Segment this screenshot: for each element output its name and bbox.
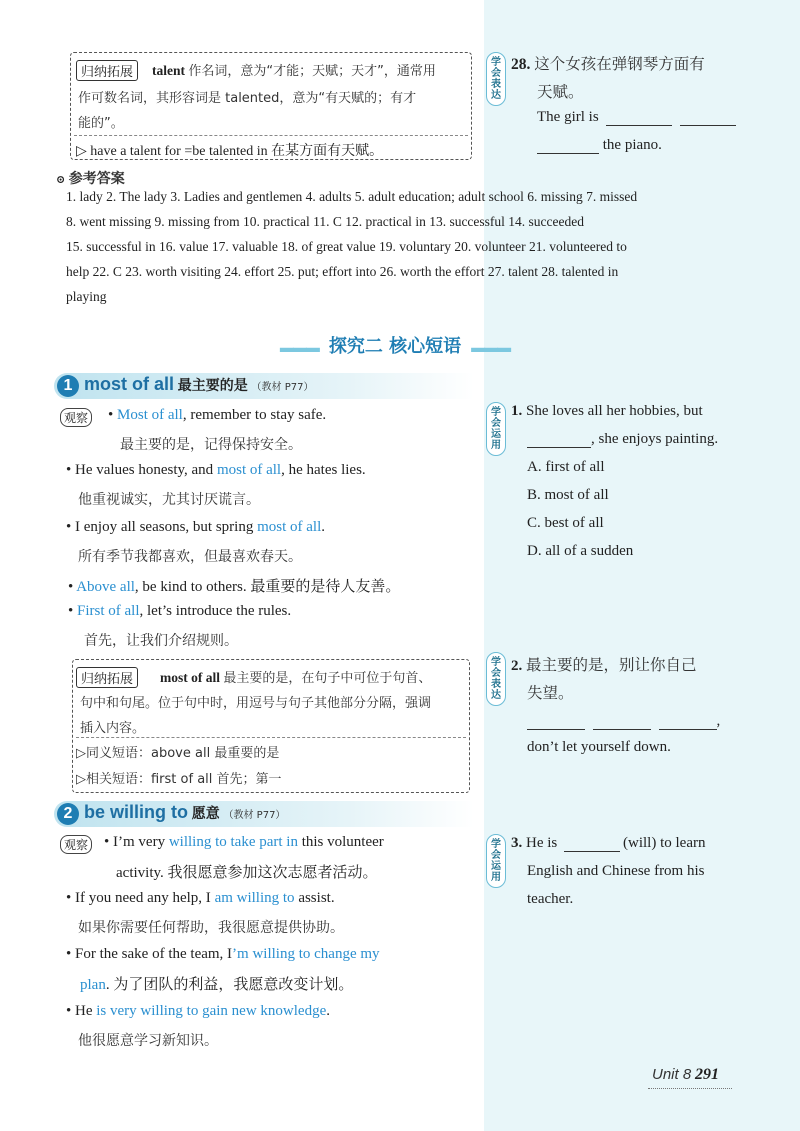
q2-line-2: 失望。 <box>527 684 574 702</box>
q2-blank-2[interactable] <box>593 716 651 730</box>
tip-line-2: 作可数名词，其形容词是 talented，意为“有天赋的；有才 <box>78 91 417 106</box>
answers-row-4: help 22. C 23. worth visiting 24. effort 25. put; effort into 26. worth the effort 27. talent 28. talented in <box>66 264 619 279</box>
q1-option-c[interactable]: C. best of all <box>527 515 604 531</box>
phrase2-ex1: • I’m very willing to take part in this volunteer <box>104 834 384 850</box>
tip-chip: 归纳拓展 <box>76 60 138 81</box>
answers-row-1: 1. lady 2. The lady 3. Ladies and gentlemen 4. adults 5. adult education; adult school 6. missing 7. missed <box>66 189 638 204</box>
phrase2-ex4-zh: 他很愿意学习新知识。 <box>78 1033 218 1049</box>
q3-blank[interactable] <box>564 838 620 852</box>
tip-rule: ▷ have a talent for =be talented in 在某方面有天赋。 <box>76 144 384 159</box>
answers-row-3: 15. successful in 16. value 17. valuable 18. of great value 19. voluntary 20. volunteer 21. volunteered to <box>66 239 627 254</box>
phrase1-ex2: • He values honesty, and most of all, he hates lies. <box>66 462 366 478</box>
q1-tab: 学 会 运 用 <box>486 402 506 456</box>
q3-line-3: teacher. <box>527 891 574 907</box>
phrase2-ex2-zh: 如果你需要任何帮助，我很愿意提供协助。 <box>78 920 344 936</box>
footer-rule <box>648 1088 732 1089</box>
q28-blank-2[interactable] <box>680 112 736 126</box>
phrase1-number: 1 <box>57 375 79 397</box>
q28-tab: 学 会 表 达 <box>486 52 506 106</box>
tip2-divider <box>76 737 466 738</box>
tip2-line-3: 插入内容。 <box>80 721 146 736</box>
phrase1-ex4: • Above all, be kind to others. 最重要的是待人友善。 <box>68 579 401 595</box>
q28-line-4: the piano. <box>537 137 662 154</box>
q2-line-3: , <box>527 713 720 730</box>
q2-tab: 学 会 表 达 <box>486 652 506 706</box>
observe-tag-2: 观察 <box>60 835 92 854</box>
q1-line-2: , she enjoys painting. <box>527 431 718 448</box>
q3-line-2: English and Chinese from his <box>527 863 705 879</box>
q28-blank-3[interactable] <box>537 140 599 154</box>
q2-blank-3[interactable] <box>659 716 717 730</box>
phrase2-heading: be willing to 愿意 （教材 P77） <box>84 802 286 822</box>
q1-option-d[interactable]: D. all of a sudden <box>527 543 634 559</box>
q2-line-4: don’t let yourself down. <box>527 739 671 755</box>
tip2-related: ▷相关短语：first of all 首先；第一 <box>76 772 282 787</box>
phrase2-ex4: • He is very willing to gain new knowledge. <box>66 1003 330 1019</box>
right-exercise-column <box>484 0 800 1131</box>
q1-option-a[interactable]: A. first of all <box>527 459 605 475</box>
answers-row-5: playing <box>66 289 107 304</box>
phrase2-ex3: • For the sake of the team, I’m willing to change my <box>66 946 380 962</box>
tip-line-3: 能的”。 <box>78 116 124 131</box>
phrase1-heading: most of all 最主要的是 （教材 P77） <box>84 374 314 394</box>
q28-line-1: 28. 这个女孩在弹钢琴方面有 <box>511 55 705 73</box>
phrase1-ex3: • I enjoy all seasons, but spring most of all. <box>66 519 325 535</box>
section-title: ▬▬▬ 探究二 核心短语 ▬▬▬ <box>279 336 511 357</box>
phrase2-ex2: • If you need any help, I am willing to assist. <box>66 890 335 906</box>
q2-line-1: 2. 最主要的是，别让你自己 <box>511 656 697 674</box>
q1-blank[interactable] <box>527 434 591 448</box>
q1-line-1: 1. She loves all her hobbies, but <box>511 403 703 419</box>
observe-tag-1: 观察 <box>60 408 92 427</box>
q28-blank-1[interactable] <box>606 112 672 126</box>
tip-line-1: talent 作名词，意为“才能；天赋；天才”，通常用 <box>152 63 436 79</box>
q28-line-3: The girl is <box>537 109 736 126</box>
phrase1-ex2-zh: 他重视诚实，尤其讨厌谎言。 <box>78 492 260 508</box>
phrase1-ex3-zh: 所有季节我都喜欢，但最喜欢春天。 <box>78 549 302 565</box>
tip-divider <box>74 135 468 136</box>
phrase2-number: 2 <box>57 803 79 825</box>
phrase2-ex3-line2: plan. 为了团队的利益，我愿意改变计划。 <box>80 977 354 993</box>
answers-row-2: 8. went missing 9. missing from 10. practical 11. C 12. practical in 13. successful 14. succeeded <box>66 214 585 229</box>
phrase2-ex1-line2: activity. 我很愿意参加这次志愿者活动。 <box>116 865 378 881</box>
phrase1-ex5-zh: 首先，让我们介绍规则。 <box>84 633 238 649</box>
page-footer: Unit 8 291 <box>652 1066 719 1083</box>
phrase1-ex1: • Most of all, remember to stay safe. <box>108 407 327 423</box>
q3-tab: 学 会 运 用 <box>486 834 506 888</box>
tip-chip-2: 归纳拓展 <box>76 667 138 688</box>
tip2-line-1: most of all 最主要的是，在句子中可位于句首、 <box>160 670 432 686</box>
phrase1-ex1-zh: 最主要的是，记得保持安全。 <box>120 437 302 453</box>
tip2-line-2: 句中和句尾。位于句中时，用逗号与句子其他部分分隔，强调 <box>80 696 432 711</box>
q1-option-b[interactable]: B. most of all <box>527 487 609 503</box>
phrase1-ex5: • First of all, let’s introduce the rules. <box>68 603 292 619</box>
answers-title: ⊙ 参考答案 <box>56 171 125 187</box>
tip2-synonym: ▷同义短语：above all 最重要的是 <box>76 746 280 761</box>
tip-keyword: talent <box>152 63 185 78</box>
q2-blank-1[interactable] <box>527 716 585 730</box>
q3-line-1: 3. He is (will) to learn <box>511 835 706 851</box>
q28-line-2: 天赋。 <box>537 83 584 101</box>
